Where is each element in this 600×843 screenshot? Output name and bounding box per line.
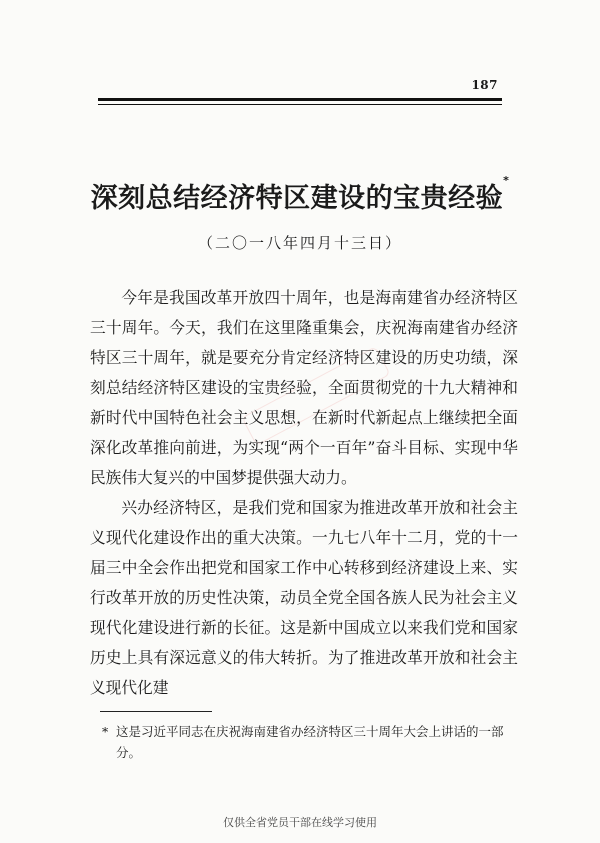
title-footnote-mark: * — [503, 174, 510, 187]
footer-watermark: 仅供全省党员干部在线学习使用 — [223, 816, 377, 829]
article-title-text: 深刻总结经济特区建设的宝贵经验 — [90, 183, 504, 214]
footnote-text: 这是习近平同志在庆祝海南建省办经济特区三十周年大会上讲话的一部分。 — [116, 724, 504, 760]
footnote-mark: * — [102, 724, 109, 739]
footnote — [102, 721, 520, 763]
paragraph: 今年是我国改革开放四十周年，也是海南建省办经济特区三十周年。今天，我们在这里隆重集会，庆祝海南建省办经济特区三十周年，就是要充分肯定经济特区建设的历史功绩，深刻总结经济特区建设的宝贵经验，全面贯彻党的十九大精神和新时代中国特色社会主义思想，在新时代新起点上继续把全面深化改革推向前进，为实现“两个一百年”奋斗目标、实现中华民族伟大复兴的中国梦提供强大动力。 — [90, 288, 518, 487]
paragraph: 兴办经济特区，是我们党和国家为推进改革开放和社会主义现代化建设作出的重大决策。一九七八年十二月，党的十一届三中全会作出把党和国家工作中心转移到经济建设上来、实行改革开放的历史性决策，动员全党全国各族人民为社会主义现代化建设进行新的长征。这是新中国成立以来我们党和国家历史上具有深远意义的伟大转折。为了推进改革开放和社会主义现代化建 — [90, 498, 518, 697]
header-rule-thick — [98, 98, 502, 101]
article-title — [0, 176, 600, 215]
page-number: 187 — [471, 78, 498, 92]
footnote-rule — [100, 711, 212, 712]
article-body — [90, 283, 518, 703]
header-rule-thin — [98, 104, 502, 105]
article-date: （二〇一八年四月十三日） — [197, 234, 402, 252]
